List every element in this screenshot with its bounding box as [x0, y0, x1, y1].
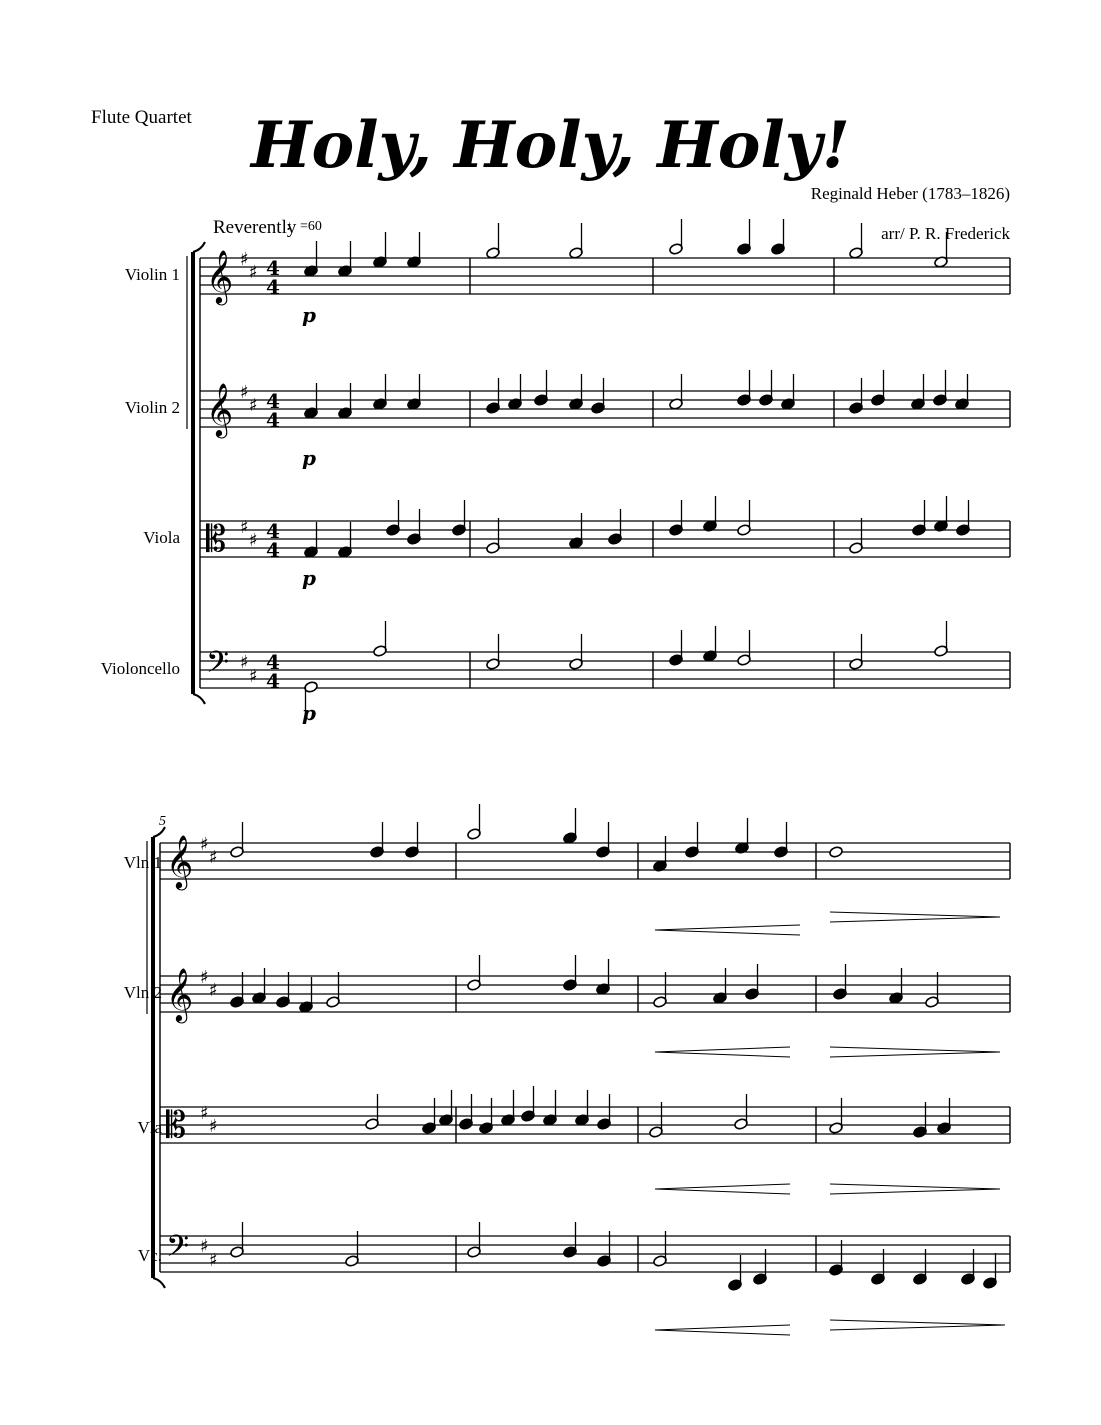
dynamic-piano: p — [302, 303, 316, 327]
treble-clef-icon: 𝄞 — [206, 249, 234, 303]
time-sig-den: 4 — [266, 408, 280, 432]
dynamic-piano: p — [302, 701, 316, 725]
dynamic-piano: p — [302, 446, 316, 470]
bracket-hook — [193, 242, 205, 252]
instrument-label-violin1: Violin 1 — [124, 265, 180, 284]
time-sig-num: 4 — [266, 650, 280, 674]
hairpin-cresc — [655, 1189, 790, 1194]
time-sig-den: 4 — [266, 538, 280, 562]
hairpin-cresc — [655, 1330, 790, 1335]
piece-title: Holy, Holy, Holy! — [251, 108, 850, 183]
hairpin-cresc — [655, 1052, 790, 1057]
sharp-icon: ♯ — [209, 980, 218, 1001]
dynamic-piano: p — [302, 566, 316, 590]
sharp-icon: ♯ — [249, 666, 258, 687]
instrument-label-violin2: Violin 2 — [124, 398, 180, 417]
instrument-label-vln2: Vln 2 — [123, 983, 162, 1002]
time-sig-den: 4 — [266, 669, 280, 693]
bracket-hook — [153, 827, 165, 837]
time-sig-num: 4 — [266, 389, 280, 413]
treble-clef-icon: 𝄞 — [166, 834, 194, 888]
instrument-label-vla: Vla — [137, 1118, 162, 1137]
measure-number: 5 — [159, 814, 166, 829]
tempo-text: Reverently — [213, 217, 297, 238]
alto-clef-icon: 𝄡 — [166, 1105, 187, 1146]
hairpin-dim — [830, 1052, 1000, 1057]
hairpin-cresc — [655, 1047, 790, 1052]
bracket-hook — [193, 694, 205, 704]
sharp-icon: ♯ — [249, 262, 258, 283]
sharp-icon: ♯ — [200, 1236, 209, 1257]
sharp-icon: ♯ — [200, 834, 209, 855]
hairpin-dim — [830, 1047, 1000, 1052]
sharp-icon: ♯ — [209, 847, 218, 868]
instrument-label-viola: Viola — [143, 528, 180, 547]
sharp-icon: ♯ — [240, 382, 249, 403]
bracket-hook — [153, 1278, 165, 1288]
hairpin-dim — [830, 1189, 1000, 1194]
instrument-label-cello: Violoncello — [100, 659, 180, 678]
treble-clef-icon: 𝄞 — [166, 967, 194, 1021]
instrument-label-vc: Vc. — [137, 1246, 162, 1265]
hairpin-dim — [830, 912, 1000, 917]
alto-clef-icon: 𝄡 — [206, 519, 227, 560]
metronome-mark: ♩=60 — [286, 219, 322, 234]
hairpin-dim — [830, 1320, 1005, 1325]
sharp-icon: ♯ — [209, 1250, 218, 1271]
hairpin-cresc — [655, 1184, 790, 1189]
sharp-icon: ♯ — [209, 1116, 218, 1137]
hairpin-cresc — [655, 1325, 790, 1330]
hairpin-cresc — [655, 930, 800, 935]
sharp-icon: ♯ — [200, 967, 209, 988]
sharp-icon: ♯ — [249, 395, 258, 416]
note — [829, 846, 844, 859]
hairpin-dim — [830, 917, 1000, 922]
time-sig-num: 4 — [266, 519, 280, 543]
bass-clef-icon: 𝄢 — [166, 1230, 190, 1271]
arranger-credit: arr/ P. R. Frederick — [881, 224, 1010, 243]
sharp-icon: ♯ — [249, 530, 258, 551]
hairpin-dim — [830, 1184, 1000, 1189]
sharp-icon: ♯ — [240, 249, 249, 270]
poet-credit: Reginald Heber (1783–1826) — [810, 184, 1010, 203]
bass-clef-icon: 𝄢 — [206, 646, 230, 687]
sharp-icon: ♯ — [200, 1103, 209, 1124]
hairpin-cresc — [655, 925, 800, 930]
treble-clef-icon: 𝄞 — [206, 382, 234, 436]
hairpin-dim — [830, 1325, 1005, 1330]
sharp-icon: ♯ — [240, 652, 249, 673]
sharp-icon: ♯ — [240, 517, 249, 538]
subtitle: Flute Quartet — [91, 107, 192, 128]
instrument-label-vln1: Vln 1 — [123, 853, 162, 872]
time-sig-num: 4 — [266, 256, 280, 280]
time-sig-den: 4 — [266, 275, 280, 299]
